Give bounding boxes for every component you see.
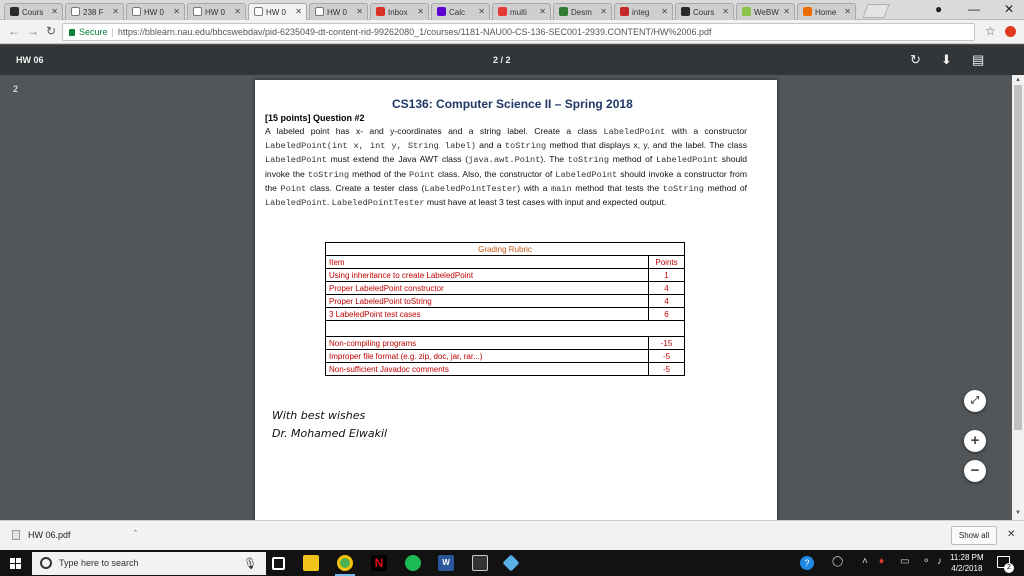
close-tab-icon[interactable]: ✕ (417, 7, 424, 16)
secure-label: Secure (79, 27, 108, 37)
close-tab-icon[interactable]: ✕ (722, 7, 729, 16)
code-term: LabeledPointTester (331, 198, 425, 209)
c-logo-icon (803, 7, 812, 16)
lock-icon (69, 29, 75, 36)
rubric-spacer (326, 321, 685, 337)
netflix-icon[interactable]: N (371, 555, 387, 571)
close-tab-icon[interactable]: ✕ (478, 7, 485, 16)
chevron-up-icon[interactable]: ˆ (134, 529, 137, 539)
rubric-row (326, 269, 685, 282)
tab-label: HW 0 (144, 8, 164, 17)
tab-label: 238 F (83, 8, 104, 17)
pdf-viewer (0, 75, 1024, 520)
windows-start-icon[interactable] (10, 558, 21, 569)
rubric-title: Grading Rubric (326, 243, 685, 256)
code-term: toString (307, 169, 350, 180)
browser-tab[interactable] (492, 3, 551, 20)
question-text: A labeled point has x- and y-coordinates and a string label. Create a class (265, 126, 604, 136)
chevron-up-tray-icon[interactable]: ˄ (862, 556, 868, 567)
page-indicator: 2 / 2 (493, 55, 511, 65)
back-icon[interactable]: ← (8, 24, 20, 38)
tab-label: Cours (22, 8, 44, 17)
browser-tab[interactable] (4, 3, 63, 20)
pdf-page (255, 80, 777, 520)
show-all-button[interactable]: Show all (951, 526, 997, 545)
code-term: main (550, 183, 572, 194)
tab-label: multi (510, 8, 527, 17)
url-text: https://bblearn.nau.edu/bbcswebdav/pid-6235049-dt-content-rid-99262080_1/courses/1181-NAU00-CS-136-SEC001-2939.CONTENT/HW%2006.pdf (117, 27, 712, 37)
microphone-icon[interactable]: 🎙 (243, 558, 257, 570)
question-text: and a (475, 140, 505, 151)
sy-icon (620, 7, 629, 16)
print-icon[interactable]: ▤ (972, 52, 985, 67)
tab-label: Cours (693, 8, 715, 17)
rubric-item: Proper LabeledPoint constructor (326, 282, 649, 295)
page-number-badge: 2 (13, 84, 19, 94)
rubric-points: -5 (649, 363, 685, 376)
yahoo-icon (437, 7, 446, 16)
rubric-row (326, 295, 685, 308)
question-text: must extend the Java AWT class ( (326, 154, 469, 165)
code-term: toString (504, 141, 547, 152)
question-text: method that displays x, y, and the label. The class (546, 140, 748, 151)
browser-tab[interactable] (553, 3, 612, 20)
course-title: CS136: Computer Science II – Spring 2018 (392, 97, 633, 111)
zoom-out-button[interactable]: − (964, 460, 986, 482)
question-text: ). The (540, 154, 568, 165)
gmail-icon (376, 7, 385, 16)
spotify-icon[interactable] (405, 555, 421, 571)
question-text: method of (703, 182, 747, 193)
browser-tab[interactable] (370, 3, 429, 20)
code-term: LabeledPoint(int x, int y, String label) (265, 141, 476, 152)
help-icon[interactable]: ? (800, 556, 814, 570)
reload-icon[interactable]: ↻ (46, 24, 57, 38)
tab-label: Desm (571, 8, 592, 17)
code-term: LabeledPoint (265, 155, 327, 166)
rotate-icon[interactable]: ↻ (910, 52, 921, 67)
question-text: method that tests the (571, 182, 663, 193)
address-bar[interactable]: Secure | https://bblearn.nau.edu/bbcswebdav/pid-6235049-dt-content-rid-99262080_1/courses/1181-NAU00-CS-136-SEC001-2939.CONTENT/HW%2006.pdf (62, 23, 975, 41)
rubric-row (326, 350, 685, 363)
zoom-in-button[interactable]: + (964, 430, 986, 452)
close-tab-icon[interactable]: ✕ (539, 7, 546, 16)
code-term: java.awt.Point (468, 155, 541, 166)
red-dot-icon (498, 7, 507, 16)
download-icon[interactable]: ⬇ (941, 52, 952, 67)
question-text: should invoke the (265, 154, 747, 179)
tab-label: integ (632, 8, 650, 17)
browser-tab[interactable] (614, 3, 673, 20)
code-term: Point (280, 183, 307, 194)
rubric-item: Improper file format (e.g. zip, doc, jar, rar...) (326, 350, 649, 363)
rubric-row (326, 363, 685, 376)
closing-line: With best wishes (272, 409, 366, 422)
browser-tab[interactable] (248, 3, 307, 20)
close-tab-icon[interactable]: ✕ (844, 7, 851, 16)
clock-date: 4/2/2018 (951, 564, 983, 573)
close-window-button[interactable]: ✕ (1004, 2, 1015, 16)
scrollbar-thumb[interactable] (1014, 85, 1022, 430)
tab-label: Home (815, 8, 837, 17)
blackboard-icon (681, 7, 690, 16)
question-text: method of (609, 154, 657, 165)
code-term: Point (409, 169, 435, 180)
rubric-item: Proper LabeledPoint toString (326, 295, 649, 308)
tab-label: HW 0 (327, 8, 347, 17)
tab-label: Inbox (388, 8, 408, 17)
clock-time: 11:28 PM (950, 553, 984, 562)
close-tab-icon[interactable]: ✕ (234, 7, 241, 16)
minimize-button[interactable]: — (968, 2, 980, 16)
network-icon[interactable]: ⚬ (922, 556, 931, 567)
browser-tab[interactable] (431, 3, 490, 20)
taskbar (0, 550, 1024, 576)
code-term: LabeledPoint (265, 198, 327, 209)
code-term: toString (567, 155, 609, 166)
rubric-row (326, 337, 685, 350)
fit-to-page-button[interactable]: ⤢ (964, 390, 986, 412)
vertical-scrollbar[interactable] (1012, 75, 1024, 520)
code-term: LabeledPoint (656, 155, 718, 166)
blackboard-icon (10, 7, 19, 16)
close-tab-icon[interactable]: ✕ (295, 7, 302, 16)
notification-count: 2 (1004, 563, 1014, 573)
rubric-points: 4 (649, 282, 685, 295)
clock[interactable] (950, 552, 984, 574)
word-icon[interactable]: W (438, 555, 454, 571)
rubric-item: 3 LabeledPoint test cases (326, 308, 649, 321)
search-placeholder: Type here to search (59, 558, 139, 568)
scroll-down-arrow[interactable]: ▼ (1015, 510, 1021, 516)
question-text: must have at least 3 test cases with input and expected output. (424, 197, 667, 208)
question-text: method of the (349, 168, 410, 179)
pdf-toolbar (0, 45, 1024, 75)
browser-tab[interactable] (675, 3, 734, 20)
webwork-icon (742, 7, 751, 16)
desmos-icon (559, 7, 568, 16)
extension-icon[interactable] (1005, 26, 1016, 37)
close-download-bar-icon[interactable]: ✕ (1007, 529, 1016, 540)
rubric-item: Non-sufficient Javadoc comments (326, 363, 649, 376)
browser-tab[interactable] (797, 3, 856, 20)
close-tab-icon[interactable]: ✕ (51, 7, 58, 16)
rubric-row (326, 282, 685, 295)
code-term: LabeledPointTester (424, 183, 518, 194)
people-icon[interactable]: ◯ (832, 556, 844, 567)
rubric-item: Non-compiling programs (326, 337, 649, 350)
download-bar (0, 520, 1024, 550)
rubric-points: 4 (649, 295, 685, 308)
code-term: LabeledPoint (603, 127, 666, 137)
download-file-name: HW 06.pdf (28, 530, 71, 540)
tab-label: HW 0 (266, 8, 286, 17)
forward-icon[interactable]: → (27, 24, 39, 38)
rubric-item: Using inheritance to create LabeledPoint (326, 269, 649, 282)
rubric-col-points: Points (649, 256, 685, 269)
question-text: . (326, 197, 332, 208)
browser-tab[interactable] (309, 3, 368, 20)
doc-icon (254, 7, 263, 16)
scroll-up-arrow[interactable]: ▲ (1015, 77, 1021, 83)
bookmark-star-icon[interactable]: ☆ (985, 24, 996, 38)
code-term: toString (662, 183, 704, 194)
pdf-file-icon (12, 530, 20, 540)
cortana-icon (40, 557, 52, 569)
close-tab-icon[interactable]: ✕ (783, 7, 790, 16)
tray-app-icon[interactable]: ♦ (879, 556, 885, 567)
account-icon[interactable]: ● (935, 2, 943, 16)
rubric-col-item: Item (326, 256, 649, 269)
battery-icon[interactable]: ▭ (900, 556, 910, 567)
question-text: ) with a (517, 182, 551, 193)
rubric-points: -15 (649, 337, 685, 350)
tab-label: Calc (449, 8, 466, 17)
grading-rubric-table (325, 242, 685, 376)
close-tab-icon[interactable]: ✕ (600, 7, 607, 16)
browser-tab[interactable] (187, 3, 246, 20)
browser-tab[interactable] (65, 3, 124, 20)
window-app-icon[interactable] (472, 555, 488, 571)
rubric-points: -5 (649, 350, 685, 363)
tab-label: HW 0 (205, 8, 225, 17)
rubric-points: 6 (649, 308, 685, 321)
browser-toolbar (0, 20, 1024, 44)
tab-strip (0, 0, 1024, 20)
close-tab-icon[interactable]: ✕ (112, 7, 119, 16)
question-text: class. Create a tester class ( (306, 182, 425, 193)
close-tab-icon[interactable]: ✕ (173, 7, 180, 16)
chrome-icon[interactable] (337, 555, 353, 571)
question-text: class. Also, the constructor of (434, 168, 556, 179)
question-text: should invoke a constructor from the (265, 168, 747, 193)
pdf-title: HW 06 (16, 55, 44, 65)
doc-icon (315, 7, 324, 16)
browser-tab[interactable] (736, 3, 795, 20)
question-heading: [15 points] Question #2 (265, 113, 365, 123)
close-tab-icon[interactable]: ✕ (661, 7, 668, 16)
close-tab-icon[interactable]: ✕ (356, 7, 363, 16)
doc-icon (71, 7, 80, 16)
code-term: LabeledPoint (555, 169, 618, 180)
taskbar-search-input[interactable] (32, 552, 266, 575)
question-body (265, 125, 747, 210)
task-view-icon[interactable] (272, 557, 285, 570)
new-tab-button[interactable] (862, 4, 889, 18)
signature: Dr. Mohamed Elwakil (272, 427, 388, 440)
tab-label: WeBW (754, 8, 779, 17)
doc-icon (132, 7, 141, 16)
volume-icon[interactable]: ♪ (937, 556, 942, 567)
file-explorer-icon[interactable] (303, 555, 319, 571)
question-text: with a constructor (665, 126, 747, 136)
browser-tab[interactable] (126, 3, 185, 20)
rubric-row (326, 308, 685, 321)
download-item[interactable] (12, 530, 71, 540)
cube-app-icon[interactable] (503, 555, 520, 572)
rubric-points: 1 (649, 269, 685, 282)
doc-icon (193, 7, 202, 16)
